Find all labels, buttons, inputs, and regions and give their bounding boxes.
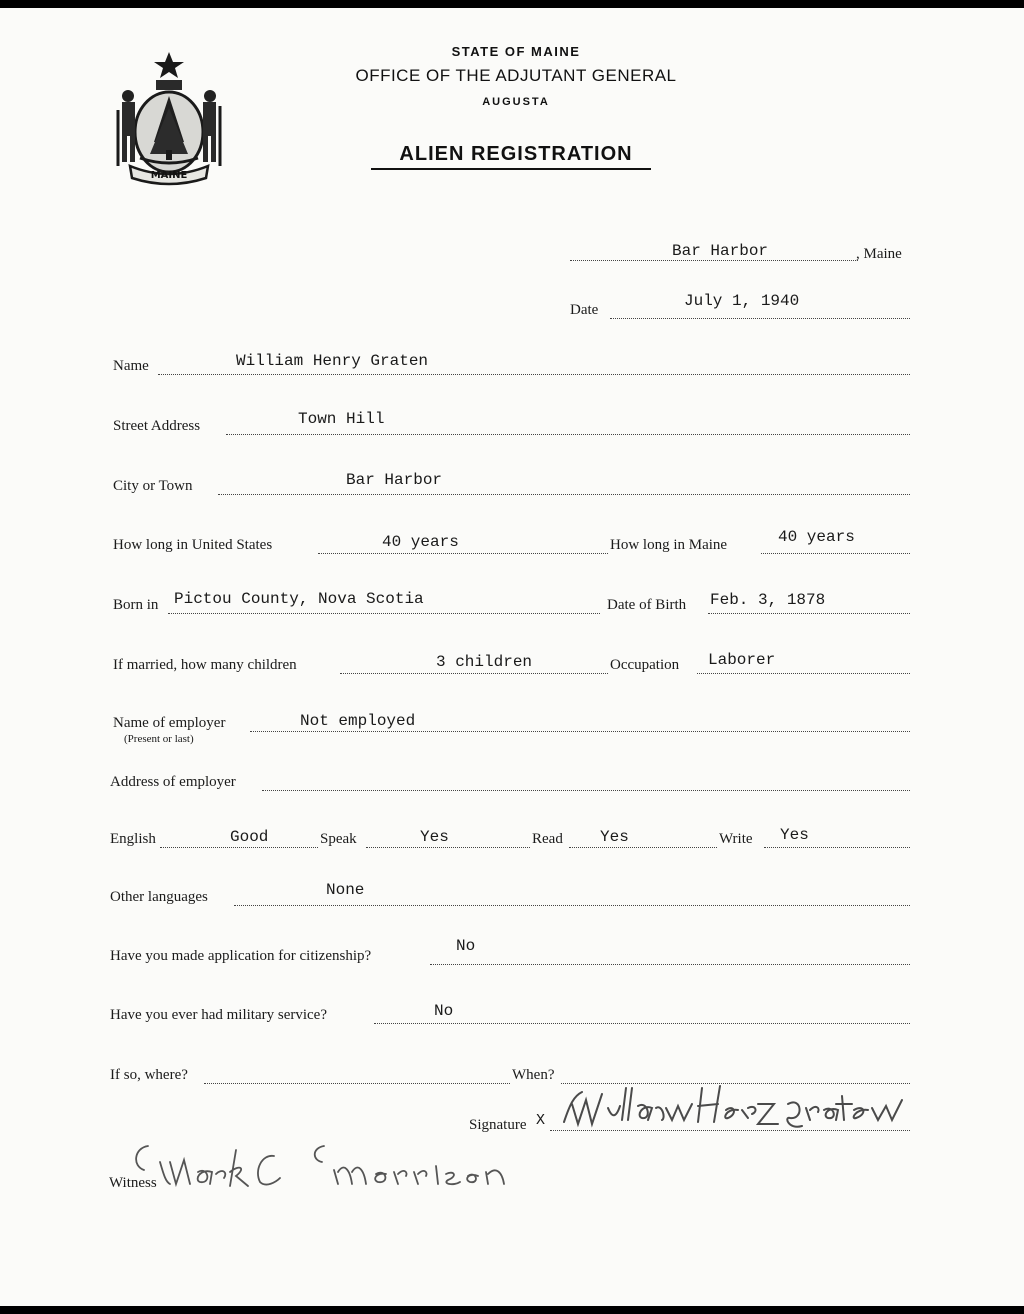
- when-label: When?: [512, 1067, 555, 1083]
- other-languages-value[interactable]: None: [326, 881, 365, 899]
- witness-label: Witness: [109, 1175, 157, 1191]
- us-duration-line: [318, 553, 608, 554]
- write-value[interactable]: Yes: [780, 826, 809, 844]
- employer-sublabel: (Present or last): [124, 733, 194, 745]
- city-label: City or Town: [113, 478, 193, 494]
- place-value[interactable]: Bar Harbor: [672, 242, 769, 260]
- employer-label: Name of employer: [113, 715, 226, 731]
- write-label: Write: [719, 831, 753, 847]
- military-label: Have you ever had military service?: [110, 1007, 327, 1023]
- children-line: [340, 673, 608, 674]
- name-label: Name: [113, 358, 149, 374]
- where-line: [204, 1083, 510, 1084]
- english-label: English: [110, 831, 156, 847]
- born-label: Born in: [113, 597, 159, 613]
- handwritten-signature[interactable]: [552, 1074, 1002, 1144]
- citizenship-line: [430, 964, 910, 965]
- citizenship-value[interactable]: No: [456, 937, 476, 955]
- scan-border-top: [0, 0, 1024, 8]
- signature-label: Signature: [469, 1117, 527, 1133]
- children-label: If married, how many children: [113, 657, 297, 673]
- employer-address-line: [262, 790, 910, 791]
- other-languages-line: [234, 905, 910, 906]
- us-duration-label: How long in United States: [113, 537, 273, 553]
- handwritten-witness-signature[interactable]: [124, 1126, 564, 1206]
- seal-banner-text: MAINE: [150, 170, 188, 181]
- where-label: If so, where?: [110, 1067, 188, 1083]
- city-line: [218, 494, 910, 495]
- name-line: [158, 374, 910, 375]
- employer-line: [250, 731, 910, 732]
- form-title: ALIEN REGISTRATION: [399, 143, 633, 165]
- other-languages-label: Other languages: [110, 889, 208, 905]
- military-line: [374, 1023, 910, 1024]
- english-value[interactable]: Good: [230, 828, 269, 846]
- dob-label: Date of Birth: [607, 597, 687, 613]
- street-address-line: [226, 434, 910, 435]
- name-value[interactable]: William Henry Graten: [236, 352, 429, 370]
- employer-address-label: Address of employer: [110, 774, 236, 790]
- street-address-value[interactable]: Town Hill: [298, 410, 385, 428]
- born-line: [168, 613, 600, 614]
- english-line: [160, 847, 318, 848]
- maine-duration-line: [761, 553, 910, 554]
- place-line: [570, 260, 858, 261]
- write-line: [764, 847, 910, 848]
- occupation-value[interactable]: Laborer: [708, 651, 776, 669]
- maine-duration-value[interactable]: 40 years: [778, 528, 855, 546]
- military-value[interactable]: No: [434, 1002, 454, 1020]
- born-value[interactable]: Pictou County, Nova Scotia: [174, 590, 424, 608]
- occupation-label: Occupation: [610, 657, 680, 673]
- speak-value[interactable]: Yes: [420, 828, 449, 846]
- dob-value[interactable]: Feb. 3, 1878: [710, 591, 826, 609]
- maine-duration-label: How long in Maine: [610, 537, 728, 553]
- city-value[interactable]: Bar Harbor: [346, 471, 443, 489]
- header-state: STATE OF MAINE: [451, 44, 581, 59]
- read-line: [569, 847, 717, 848]
- citizenship-label: Have you made application for citizenship?: [110, 948, 372, 964]
- read-label: Read: [532, 831, 563, 847]
- place-suffix: , Maine: [856, 246, 902, 262]
- street-address-label: Street Address: [113, 418, 201, 434]
- header-city: AUGUSTA: [482, 96, 550, 108]
- date-line: [610, 318, 910, 319]
- header-office: OFFICE OF THE ADJUTANT GENERAL: [355, 66, 677, 85]
- signature-mark: X: [536, 1112, 546, 1129]
- speak-line: [366, 847, 530, 848]
- title-underline: [371, 168, 651, 170]
- occupation-line: [697, 673, 910, 674]
- date-label: Date: [570, 302, 599, 318]
- dob-line: [708, 613, 910, 614]
- read-value[interactable]: Yes: [600, 828, 629, 846]
- employer-value[interactable]: Not employed: [300, 712, 416, 730]
- children-value[interactable]: 3 children: [436, 653, 533, 671]
- speak-label: Speak: [320, 831, 357, 847]
- date-value[interactable]: July 1, 1940: [684, 292, 800, 310]
- scan-border-bottom: [0, 1306, 1024, 1314]
- us-duration-value[interactable]: 40 years: [382, 533, 459, 551]
